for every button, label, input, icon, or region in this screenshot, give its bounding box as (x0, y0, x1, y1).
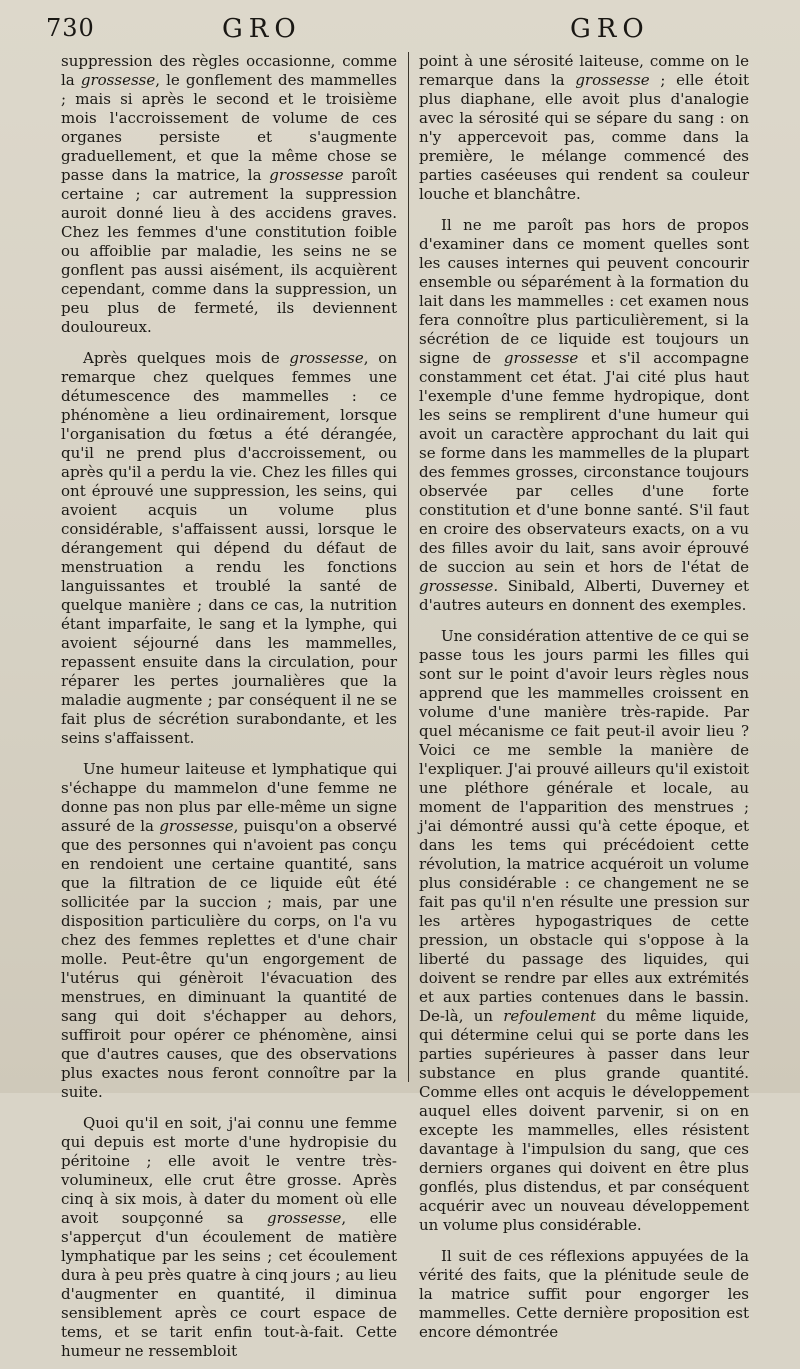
paragraph-text: Il suit de ces réflexions appuyées de la vérité des faits, que la plénitude seule de la matrice suffit pour engorger les mammelles. Cette dernière proposition est encore démontrée (419, 1247, 749, 1341)
paragraph-text: , puisqu'on a observé que des personnes qui n'avoient pas conçu en rendoient une certaine quantité, sans que la filtration de ce liquide eût été sollicitée par la succion ; mais, par une disposition particulière du corps, on l'a vu chez des femmes replettes et d'une chair molle. Peut-être qu'un engorgement de l'utérus qui génèroit l'évacuation des menstrues, en diminuant la quantité de sang qui doit s'échapper au dehors, suffiroit pour opérer ce phénomène, ainsi que d'autres causes, que des observations plus exactes nous feront connoître par la suite. (61, 817, 397, 1101)
running-head-right: GRO (570, 14, 650, 44)
running-head-left: GRO (222, 14, 302, 44)
paragraph (419, 52, 749, 204)
paragraph-text: Il ne me paroît pas hors de propos d'examiner dans ce moment quelles sont les causes internes qui peuvent concourir ensemble ou séparément à la formation du lait dans les mammelles : cet examen nous fera connoître plus particulièrement, si la sécrétion de ce liquide est toujours un signe de (419, 216, 749, 367)
italic-term: grossesse (289, 349, 364, 367)
paragraph (61, 760, 397, 1102)
paragraph (61, 1114, 397, 1361)
paragraph-text: Après quelques mois de (83, 349, 290, 367)
paragraph (61, 52, 397, 337)
italic-term: refoulement (503, 1007, 596, 1025)
italic-term: grossesse (159, 817, 234, 835)
italic-term: grossesse (80, 71, 156, 89)
paragraph-text: Sinibald, Alberti, Duverney et d'autres auteurs en donnent des exemples. (419, 577, 749, 614)
paragraph (61, 349, 397, 748)
paragraph-text: et s'il accompagne constamment cet état. J'ai cité plus haut l'exemple d'une femme hydropique, dont les seins se remplirent d'une humeur qui avoit un caractère approchant du lait qui se forme dans les mammelles de la plupart des femmes grosses, circonstance toujours observée par celles d'une forte constitution et d'une bonne santé. S'il faut en croire des observateurs exacts, on a vu des filles avoir du lait, sans avoir éprouvé de succion au sein et hors de l'état de (419, 349, 749, 576)
page-number: 730 (46, 14, 95, 42)
paragraph-text: , le gonflement des mammelles ; mais si après le second et le troisième mois l'accroissement de volume de ces organes persiste et s'augmente graduellement, et que la même chose se passe dans la matrice, la (61, 71, 397, 184)
paragraph-text: Une humeur laiteuse et lymphatique qui s'échappe du mammelon d'une femme ne donne pas non plus par elle-même un signe assuré de la (61, 760, 397, 835)
paragraph-text: du même liquide, qui détermine celui qui se porte dans les parties supérieures à passer dans leur substance en plus grande quantité. Comme elles ont acquis le développement auquel elles doivent parvenir, si on en excepte les mammelles, elles résistent davantage à l'impulsion du sang, que ces derniers organes qui doivent en être plus gonflés, plus distendus, et par conséquent acquérir avec un nouveau développement un volume plus considérable. (419, 1007, 750, 1234)
paragraph-text: , elle s'apperçut d'un écoulement de matière lymphatique par les seins ; cet écoulement dura à peu près quatre à cinq jours ; au lieu d'augmenter en quantité, il diminua sensiblement après ce court espace de tems, et se tarit enfin tout-à-fait. Cette humeur ne ressembloit (61, 1209, 398, 1360)
paragraph-text: paroît certaine ; car autrement la suppression auroit donné lieu à des accidens graves. Chez les femmes d'une constitution foible ou affoiblie par maladie, les seins ne se gonflent pas aussi aisément, ils acquièrent cependant, comme dans la suppression, un peu plus de fermeté, ils deviennent douloureux. (61, 166, 398, 336)
italic-term: grossesse. (419, 577, 499, 595)
paragraph-text: , on remarque chez quelques femmes une détumescence des mammelles : ce phénomène a lieu ordinairement, lorsque l'organisation du fœtus a été dérangée, qu'il ne prend plus d'accroissement, ou après qu'il a perdu la vie. Chez les filles qui ont éprouvé une suppression, les seins, qui avoient acquis un volume plus considérable, s'affaissent aussi, lorsque le dérangement qui dépend du défaut de menstruation a rendu les fonctions languissantes et troublé la santé de quelque manière ; dans ce cas, la nutrition étant imparfaite, le sang et la lymphe, qui avoient séjourné dans les mammelles, repassent ensuite dans la circulation, pour réparer les pertes journalières que la maladie augmente ; par conséquent il ne se fait plus de sécrétion surabondante, et les seins s'affaissent. (61, 349, 397, 747)
paragraph-text: point à une sérosité laiteuse, comme on le remarque dans la (419, 52, 749, 89)
paragraph (419, 627, 749, 1235)
column-divider (408, 52, 409, 1082)
paragraph (419, 216, 749, 615)
italic-term: grossesse (575, 71, 650, 89)
italic-term: grossesse (269, 166, 344, 184)
paragraph-text: ; elle étoit plus diaphane, elle avoit plus d'analogie avec la sérosité qui se sépare du sang : on n'y appercevoit pas, comme dans la première, le mélange commencé des parties caséeuses qui rendent sa couleur louche et blanchâtre. (419, 71, 749, 203)
paragraph-text: Une considération attentive de ce qui se passe tous les jours parmi les filles qui sont sur le point d'avoir leurs règles nous apprend que les mammelles croissent en volume d'une manière très-rapide. Par quel mécanisme ce fait peut-il avoir lieu ? Voici ce me semble la manière de l'expliquer. J'ai prouvé ailleurs qu'il existoit une pléthore générale et locale, au moment de l'apparition des menstrues ; j'ai démontré aussi qu'à cette époque, et dans les tems qui précédoient cette révolution, la matrice acquéroit un volume plus considérable : ce changement ne se fait pas qu'il n'en résulte une pression sur les artères hypogastriques de cette pression, un obstacle qui s'oppose à la liberté du passage des liquides, qui doivent se rendre par elles aux extrémités et aux parties contenues dans le bassin. De-là, un (419, 627, 749, 1025)
italic-term: grossesse (503, 349, 579, 367)
left-column (61, 52, 397, 1369)
italic-term: grossesse (267, 1209, 342, 1227)
right-column (419, 52, 749, 1350)
paragraph-text: suppression des règles occasionne, comme la (61, 52, 397, 89)
paragraph-text: Quoi qu'il en soit, j'ai connu une femme qui depuis est morte d'une hydropisie du péritoine ; elle avoit le ventre très-volumineux, elle crut être grosse. Après cinq à six mois, à dater du moment où elle avoit soupçonné sa (61, 1114, 397, 1227)
paragraph (419, 1247, 749, 1342)
